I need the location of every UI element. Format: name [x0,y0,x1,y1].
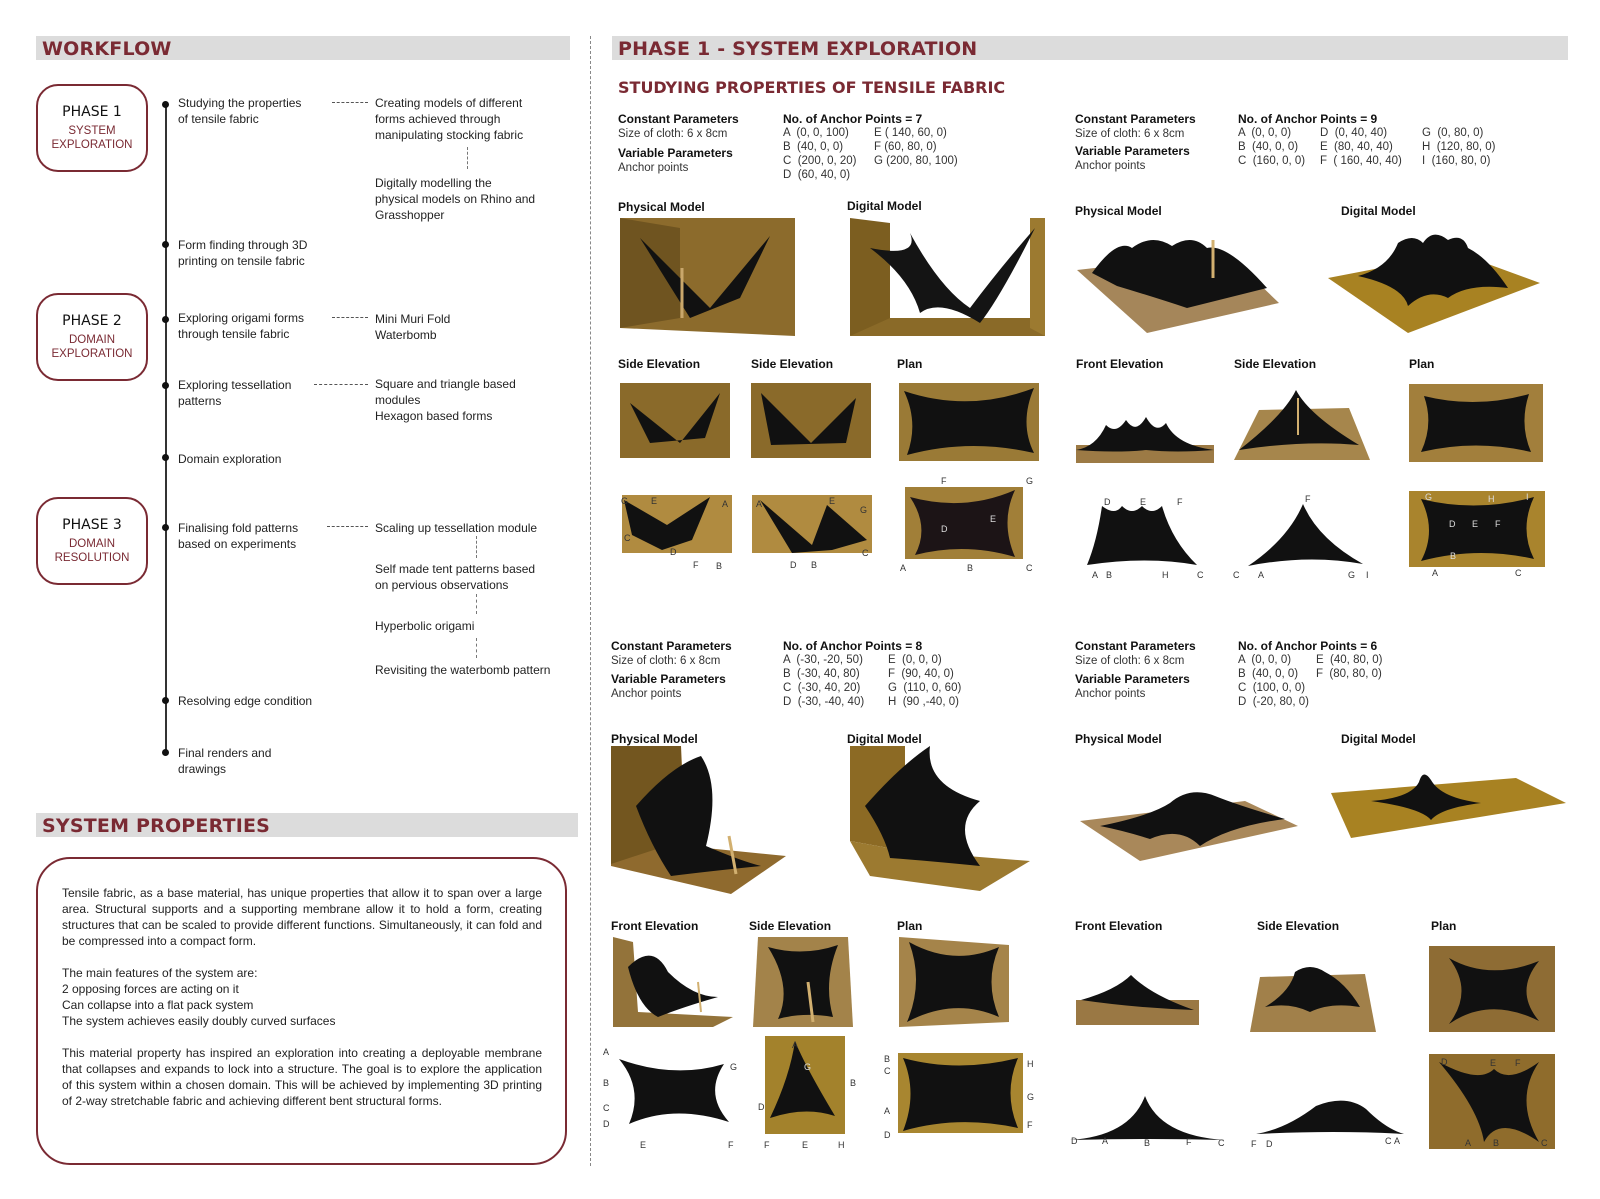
anchor-count: No. of Anchor Points = 8 [783,639,923,653]
anchor-count: No. of Anchor Points = 6 [1238,639,1378,653]
anchor-letter: A [603,1047,610,1057]
workflow-step: Domain exploration [178,452,282,466]
plan-label: Plan [1409,357,1435,371]
front-elevation-diagram [1087,501,1197,565]
side-elevation-diagram [1256,1094,1404,1140]
phase-2-box [36,293,148,381]
timeline-dot [162,382,169,389]
anchor-coords: A (0, 0, 0) B (40, 0, 0) C (100, 0, 0) D (-20, 80, 0) [1238,654,1309,708]
anchor-letter: D [1266,1139,1273,1149]
digital-model-label: Digital Model [1341,732,1416,746]
anchor-letter: A [1258,570,1265,580]
side-elevation-image [753,937,853,1027]
side-elevation-image [620,383,730,458]
plan-label: Plan [1431,919,1457,933]
timeline-dot [162,101,169,108]
anchor-letter: H [838,1140,845,1150]
physical-model-label: Physical Model [1075,204,1162,218]
anchor-coords: A (-30, -20, 50) B (-30, 40, 80) C (-30, 40, 20) D (-30, -40, 40) [783,654,865,708]
anchor-letter: H [1162,570,1169,580]
phase-2-sub1: DOMAIN [69,334,115,346]
anchor-coords: G (0, 80, 0) H (120, 80, 0) I (160, 80, 0) [1422,127,1496,167]
side-elevation-label: Side Elevation [751,357,834,371]
physical-model-label: Physical Model [611,732,698,746]
anchor-letter: C [1026,563,1033,573]
anchor-points-label: Anchor points [1075,688,1146,700]
anchor-letter: I [1366,570,1369,580]
anchor-letter: D [1441,1057,1448,1067]
anchor-letter: G [1348,570,1356,580]
anchor-letter: A [1102,1136,1109,1146]
anchor-letter: F [1495,519,1501,529]
front-elevation-image [1076,405,1214,463]
connector-dash-vertical [476,536,477,558]
anchor-letter: G [730,1062,738,1072]
anchor-coords: E ( 140, 60, 0) F (60, 80, 0) G (200, 80, 100) [874,127,958,167]
side-elevation-image [1250,962,1376,1032]
front-elevation-image [613,937,733,1027]
anchor-letter: F [1027,1120,1033,1130]
anchor-letter: A [884,1106,891,1116]
anchor-letter: D [884,1130,891,1140]
anchor-letter: F [693,560,699,570]
side-elevation-label: Side Elevation [749,919,832,933]
anchor-letter: D [670,547,677,557]
anchor-coords: E (40, 80, 0) F (80, 80, 0) [1316,654,1383,680]
anchor-coords: D (0, 40, 40) E (80, 40, 40) F ( 160, 40, 40) [1320,127,1402,167]
digital-model-image [850,746,1030,891]
anchor-letter: E [640,1140,647,1150]
connector-dash-vertical [467,147,468,169]
plan-diagram [898,1053,1023,1133]
anchor-letter: H [1027,1059,1034,1069]
anchor-coords: A (0, 0, 0) B (40, 0, 0) C (160, 0, 0) [1238,127,1306,167]
front-elevation-diagram [614,1044,739,1126]
physical-model-label: Physical Model [618,200,705,214]
digital-model-label: Digital Model [847,199,922,213]
anchor-letter: D [758,1102,765,1112]
plan-label: Plan [897,357,923,371]
anchor-letter: C [884,1066,891,1076]
anchor-letter: F [764,1140,770,1150]
anchor-letter: C [862,548,869,558]
cloth-size: Size of cloth: 6 x 8cm [611,655,721,667]
anchor-letter: G [1027,1092,1035,1102]
workflow-detail: Hyperbolic origami [375,619,475,633]
anchor-letter: C [624,533,631,543]
digital-model-label: Digital Model [1341,204,1416,218]
variable-params-label: Variable Parameters [1075,144,1190,158]
anchor-count: No. of Anchor Points = 9 [1238,112,1378,126]
anchor-letter: F [1177,497,1183,507]
anchor-letter: B [716,561,723,571]
workflow-detail: Revisiting the waterbomb pattern [375,663,551,677]
constant-params-label: Constant Parameters [1075,639,1196,653]
connector-dash [332,102,368,103]
plan-image [1429,946,1555,1032]
plan-diagram [905,487,1023,559]
plan-diagram [1409,491,1545,567]
anchor-letter: F [1305,494,1311,504]
variable-params-label: Variable Parameters [611,672,726,686]
side-elevation-diagram [1248,504,1363,566]
anchor-letter: C [1233,570,1240,580]
anchor-letter: B [1493,1138,1500,1148]
anchor-letter: C [1541,1138,1548,1148]
anchor-letter: A [900,563,907,573]
phase-1-title: PHASE 1 [62,104,122,120]
anchor-letter: E [1490,1058,1497,1068]
anchor-letter: B [1106,570,1113,580]
timeline-dot [162,454,169,461]
anchor-letter: F [1515,1058,1521,1068]
anchor-points-label: Anchor points [611,688,682,700]
plan-image [899,383,1039,461]
system-properties-para-3: This material property has inspired an exploration into creating a deployable membrane that collapses and expands to lock into a structure. The goal is to explore the application of this system within a chosen domain. This will be achieved by implementing 3D printing of 2-way stretchable fabric and achieving different bent structural forms. [62,1046,542,1108]
anchor-letter: G [804,1062,812,1072]
front-elevation-diagram [1070,1096,1225,1142]
physical-model-image [611,746,786,894]
anchor-letter: C [1218,1138,1225,1148]
timeline-dot [162,749,169,756]
timeline-dot [162,241,169,248]
column-divider [590,36,591,1166]
anchor-letter: G [1026,476,1034,486]
anchor-letter: A [756,499,763,509]
anchor-letter: A [1092,570,1099,580]
workflow-step: Studying the properties of tensile fabric [178,96,302,126]
side-elevation-diagram [765,1036,845,1134]
anchor-letter: A [722,499,729,509]
anchor-letter: E [829,496,836,506]
workflow-detail: Digitally modelling the physical models on Rhino and Grasshopper [375,176,536,222]
anchor-letter: C [1197,570,1204,580]
anchor-letter: C [603,1103,610,1113]
plan-diagram [1429,1054,1555,1149]
plan-label: Plan [897,919,923,933]
workflow-detail: Mini Muri Fold Waterbomb [375,312,451,342]
anchor-letter: G [860,505,868,515]
digital-model-label: Digital Model [847,732,922,746]
workflow-step: Final renders and drawings [178,746,272,776]
constant-params-label: Constant Parameters [1075,112,1196,126]
connector-dash [332,317,368,318]
phase-3-title: PHASE 3 [62,517,122,533]
plan-image [899,937,1009,1027]
cloth-size: Size of cloth: 6 x 8cm [1075,655,1185,667]
anchor-letter: B [811,560,818,570]
anchor-letter: D [1071,1136,1078,1146]
phase-2-sub2: EXPLORATION [51,348,133,360]
anchor-letter: D [603,1119,610,1129]
physical-model-image [620,218,795,336]
anchor-letter: B [967,563,974,573]
side-elevation-diagram [752,495,872,560]
anchor-letter: C [1385,1136,1392,1146]
anchor-points-label: Anchor points [618,162,689,174]
anchor-letter: C [1515,568,1522,578]
anchor-letter: B [1450,551,1457,561]
anchor-letter: B [1144,1138,1151,1148]
workflow-detail: Square and triangle based modules Hexagon based forms [375,377,516,423]
anchor-letter: F [1186,1137,1192,1147]
timeline-dot [162,316,169,323]
phase1-subtitle: STUDYING PROPERTIES OF TENSILE FABRIC [618,78,1006,97]
anchor-letter: F [941,476,947,486]
digital-model-image [1331,768,1566,838]
anchor-coords: A (0, 0, 100) B (40, 0, 0) C (200, 0, 20) D (60, 40, 0) [783,127,857,181]
phase-1-box [36,84,148,172]
variable-params-label: Variable Parameters [618,146,733,160]
anchor-points-label: Anchor points [1075,160,1146,172]
anchor-letter: E [802,1140,809,1150]
workflow-step: Exploring tessellation patterns [178,378,292,408]
side-elevation-image [751,383,871,458]
constant-params-label: Constant Parameters [618,112,739,126]
connector-dash-vertical [476,594,477,614]
anchor-letter: D [790,560,797,570]
phase-1-sub1: SYSTEM [68,125,116,137]
phase-3-sub1: DOMAIN [69,538,115,550]
phase-1-sub2: EXPLORATION [51,139,133,151]
side-elevation-image [1234,390,1370,462]
anchor-letter: A [792,1040,799,1050]
anchor-coords: E (0, 0, 0) F (90, 40, 0) G (110, 0, 60) H (90 ,-40, 0) [888,654,962,708]
front-elevation-image [1076,970,1199,1025]
anchor-letter: E [1472,519,1479,529]
anchor-letter: I [1526,492,1529,502]
anchor-letter: G [621,496,629,506]
anchor-letter: B [603,1078,610,1088]
anchor-letter: B [850,1078,857,1088]
constant-params-label: Constant Parameters [611,639,732,653]
anchor-letter: E [990,514,997,524]
phase-2-title: PHASE 2 [62,313,122,329]
workflow-detail: Scaling up tessellation module [375,521,538,535]
anchor-letter: H [1488,494,1495,504]
physical-model-label: Physical Model [1075,732,1162,746]
cloth-size: Size of cloth: 6 x 8cm [618,128,728,140]
connector-dash [327,526,368,527]
side-elevation-label: Side Elevation [618,357,701,371]
front-elevation-label: Front Elevation [1075,919,1163,933]
anchor-count: No. of Anchor Points = 7 [783,112,923,126]
anchor-letter: E [1140,497,1147,507]
anchor-letter: A [1394,1136,1401,1146]
anchor-letter: F [1251,1139,1257,1149]
workflow-detail: Creating models of different forms achieved through manipulating stocking fabric [375,96,524,142]
physical-model-image [1077,228,1279,333]
system-properties-para-2: The main features of the system are: 2 opposing forces are acting on it Can collapse into a flat pack system The system achieves easily doubly curved surfaces [62,966,336,1028]
workflow-step: Finalising fold patterns based on experiments [178,521,299,551]
timeline-dot [162,524,169,531]
anchor-letter: G [1425,492,1433,502]
physical-model-image [1080,781,1298,861]
anchor-letter: B [884,1054,891,1064]
variable-params-label: Variable Parameters [1075,672,1190,686]
anchor-letter: A [1432,568,1439,578]
phase-3-sub2: RESOLUTION [54,552,130,564]
anchor-letter: D [1449,519,1456,529]
side-elevation-label: Side Elevation [1257,919,1340,933]
cloth-size: Size of cloth: 6 x 8cm [1075,128,1185,140]
workflow-step: Exploring origami forms through tensile fabric [178,311,305,341]
side-elevation-label: Side Elevation [1234,357,1317,371]
anchor-letter: E [651,496,658,506]
phase1-title: PHASE 1 - SYSTEM EXPLORATION [618,38,978,60]
anchor-letter: F [728,1140,734,1150]
front-elevation-label: Front Elevation [611,919,699,933]
digital-model-image [1328,228,1540,333]
anchor-letter: D [941,524,948,534]
phase-3-box [36,497,148,585]
workflow-step: Form finding through 3D printing on tensile fabric [178,238,308,268]
connector-dash [314,384,368,385]
system-properties-title: SYSTEM PROPERTIES [42,815,271,837]
front-elevation-label: Front Elevation [1076,357,1164,371]
workflow-detail: Self made tent patterns based on pervious observations [375,562,536,592]
workflow-timeline [165,102,167,752]
system-properties-para-1: Tensile fabric, as a base material, has unique properties that allow it to span over a large area. Structural supports and a supporting membrane allow it to hold a form, creating structures that can be scaled to provide different functions. Simultaneously, it can fold and be compressed into a compact form. [62,886,542,948]
connector-dash-vertical [476,638,477,658]
anchor-letter: D [1104,497,1111,507]
workflow-step: Resolving edge condition [178,694,313,708]
plan-image [1409,384,1543,462]
anchor-letter: A [1465,1138,1472,1148]
workflow-title: WORKFLOW [42,38,172,60]
side-elevation-diagram [622,495,732,560]
digital-model-image [850,218,1045,336]
timeline-dot [162,697,169,704]
